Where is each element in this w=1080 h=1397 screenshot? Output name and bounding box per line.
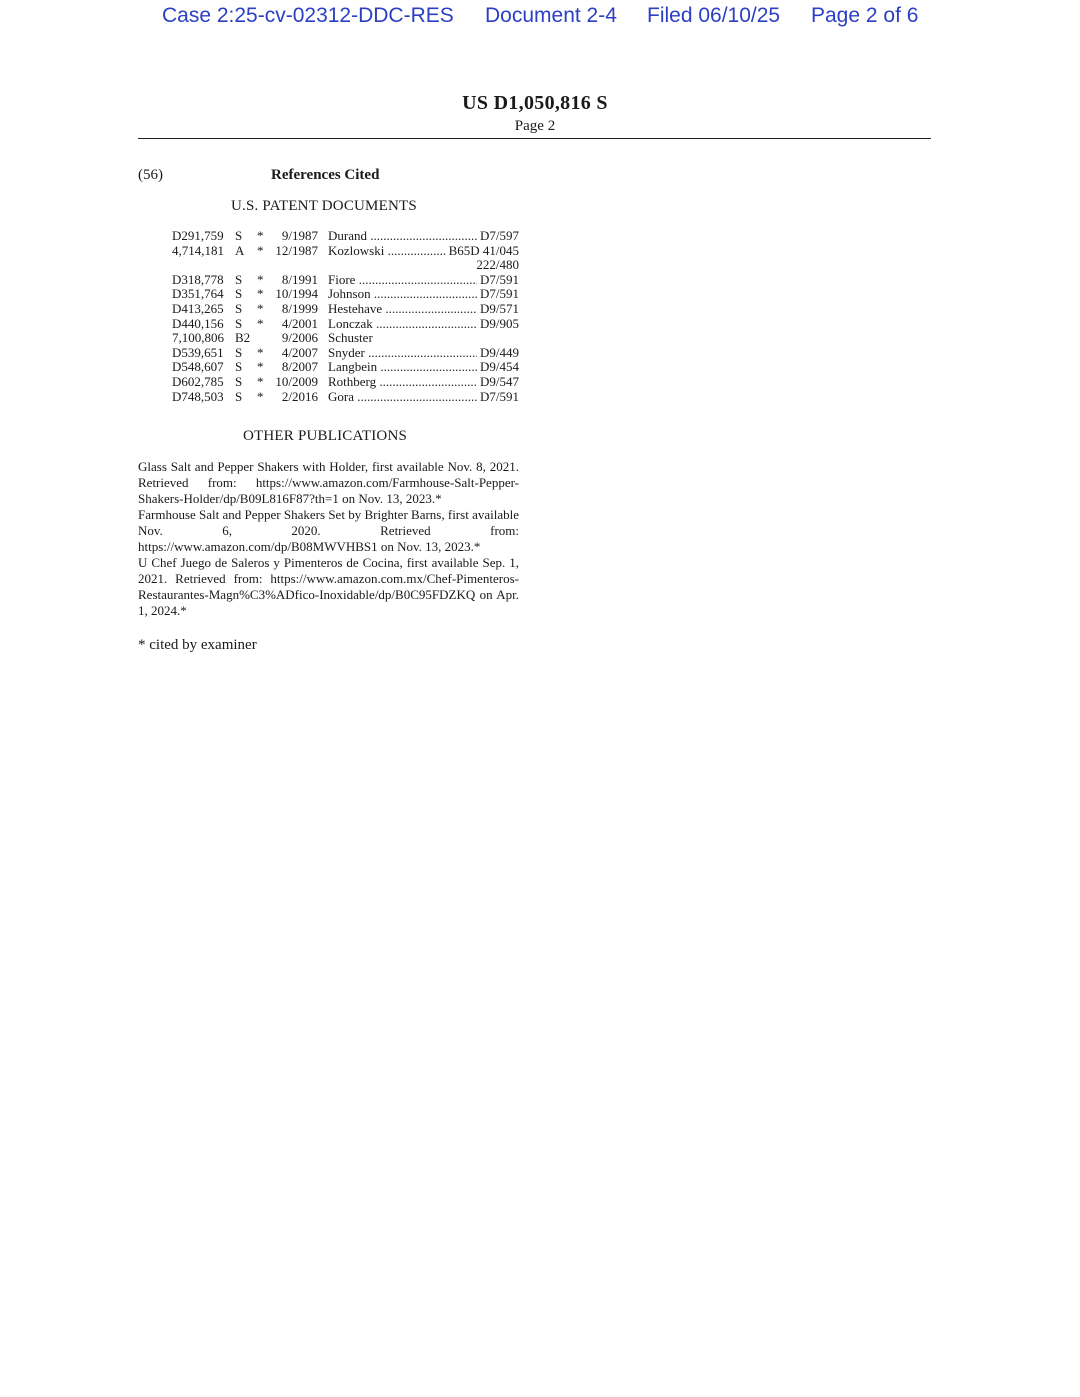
classification-cell: D9/547 <box>477 375 519 390</box>
document-number: Document 2-4 <box>485 4 617 27</box>
patent-reference-row <box>138 302 519 317</box>
patent-number-cell: D413,265 <box>172 300 224 316</box>
patent-reference-row <box>138 331 519 346</box>
inventor-name-cell: Langbein ..... <box>328 360 519 375</box>
patent-number-cell: D291,759 <box>172 228 224 243</box>
patent-reference-row <box>138 346 519 361</box>
patent-kind-cell: S <box>235 344 243 360</box>
patent-number-cell: D440,156 <box>172 315 224 331</box>
patent-date-cell: 12/1987 <box>275 242 318 258</box>
examiner-cited-mark: * <box>257 242 264 258</box>
patent-reference-row <box>138 287 519 302</box>
classification-cell: D9/449 <box>477 346 519 361</box>
patent-date-cell: 8/2007 <box>281 359 318 375</box>
examiner-cited-mark: * <box>257 315 264 331</box>
patent-reference-row <box>138 229 519 244</box>
patent-kind-cell: B2 <box>235 330 251 346</box>
filed-date: Filed 06/10/25 <box>647 4 781 27</box>
patent-date-cell: 2/2016 <box>281 388 318 404</box>
patent-date-cell: 10/2009 <box>275 373 318 389</box>
examiner-cited-mark: * <box>257 271 264 287</box>
case-number: Case 2:25-cv-02312-DDC-RES <box>162 4 454 27</box>
patent-reference-row <box>138 375 519 390</box>
patent-kind-cell: S <box>235 373 243 389</box>
patent-number-cell: D748,503 <box>172 388 224 404</box>
patent-kind-cell: S <box>235 359 243 375</box>
section-number: (56) <box>138 167 163 183</box>
publication-entry: Farmhouse Salt and Pepper Shakers Set by Brighter Barns, first available Nov. 6, 2020. Retrieved from: https://www.amazon.com/dp/B08MWVHBS1 on Nov. 13, 2023.* <box>138 507 519 554</box>
inventor-name-cell: Durand ..... <box>328 229 519 244</box>
classification-cell: D7/591 <box>477 273 519 288</box>
inventor-name-cell: Fiore ..... <box>328 273 519 288</box>
classification-cell: D7/591 <box>477 287 519 302</box>
patent-reference-continuation <box>138 258 519 273</box>
patent-date-cell: 8/1999 <box>281 300 318 316</box>
patent-date-cell: 8/1991 <box>281 271 318 287</box>
patent-kind-cell: S <box>235 271 243 287</box>
patent-kind-cell: S <box>235 300 243 316</box>
patent-reference-row <box>138 390 519 405</box>
patent-number: US D1,050,816 S <box>462 92 608 114</box>
patent-date-cell: 10/1994 <box>275 286 318 302</box>
patent-reference-row <box>138 244 519 259</box>
court-filing-header <box>0 4 1080 30</box>
patent-number-cell: D602,785 <box>172 373 224 389</box>
inventor-name-cell: Lonczak ..... <box>328 317 519 332</box>
patent-number-cell: 4,714,181 <box>172 242 224 258</box>
patent-date-cell: 4/2001 <box>281 315 318 331</box>
patent-kind-cell: S <box>235 286 243 302</box>
classification-cell: B65D 41/045 <box>446 244 519 259</box>
patent-kind-cell: S <box>235 315 243 331</box>
examiner-cited-mark: * <box>257 388 264 404</box>
us-patent-documents-heading: U.S. PATENT DOCUMENTS <box>231 198 417 214</box>
examiner-cited-mark: * <box>257 300 264 316</box>
patent-number-cell: D539,651 <box>172 344 224 360</box>
classification-cell: D9/454 <box>477 360 519 375</box>
patent-number-cell: D318,778 <box>172 271 224 287</box>
publication-entry: U Chef Juego de Saleros y Pimenteros de Cocina, first available Sep. 1, 2021. Retrieved from: https://www.amazon.com.mx/Chef-Pimenteros-Restaurantes-Magn%C3%ADfico-Inoxidable/dp/B0C95FDZKQ on Apr. 1, 2024.* <box>138 555 519 618</box>
patent-date-cell: 4/2007 <box>281 344 318 360</box>
patent-kind-cell: S <box>235 228 243 243</box>
examiner-cited-mark: * <box>257 344 264 360</box>
inventor-name-cell: Snyder ..... <box>328 346 519 361</box>
inventor-name-cell: Kozlowski ..... <box>328 244 519 259</box>
patent-page-label: Page 2 <box>514 118 556 134</box>
cited-by-examiner-note: * cited by examiner <box>138 637 257 653</box>
other-publications-list <box>138 459 519 619</box>
other-publications-heading: OTHER PUBLICATIONS <box>243 428 408 444</box>
classification-cell: D9/905 <box>477 317 519 332</box>
page-count: Page 2 of 6 <box>811 4 919 27</box>
inventor-name-cell: Schuster <box>328 331 373 346</box>
examiner-cited-mark: * <box>257 228 264 243</box>
header-divider <box>138 138 931 139</box>
patent-reference-row <box>138 360 519 375</box>
section-title: References Cited <box>271 167 380 183</box>
patent-date-cell: 9/1987 <box>281 228 318 243</box>
secondary-classification-cell: 222/480 <box>476 257 519 273</box>
examiner-cited-mark: * <box>257 286 264 302</box>
patent-number-cell: D351,764 <box>172 286 224 302</box>
inventor-name-cell: Gora ..... <box>328 390 519 405</box>
examiner-cited-mark: * <box>257 373 264 389</box>
classification-cell: D7/591 <box>477 390 519 405</box>
patent-kind-cell: A <box>235 242 245 258</box>
patent-reference-row <box>138 317 519 332</box>
inventor-name-cell: Rothberg ..... <box>328 375 519 390</box>
classification-cell: D9/571 <box>477 302 519 317</box>
patent-reference-row <box>138 273 519 288</box>
inventor-name-cell: Hestehave ..... <box>328 302 519 317</box>
patent-number-cell: D548,607 <box>172 359 224 375</box>
patent-kind-cell: S <box>235 388 243 404</box>
publication-entry: Glass Salt and Pepper Shakers with Holder, first available Nov. 8, 2021. Retrieved from: https://www.amazon.com/Farmhouse-Salt-Pepper-Shakers-Holder/dp/B09L816F87?th=1 on Nov. 13, 2023.* <box>138 459 519 506</box>
examiner-cited-mark: * <box>257 359 264 375</box>
inventor-name-cell: Johnson ..... <box>328 287 519 302</box>
patent-number-cell: 7,100,806 <box>172 330 224 346</box>
patent-date-cell: 9/2006 <box>281 330 318 346</box>
classification-cell: D7/597 <box>477 229 519 244</box>
us-patent-list <box>138 229 519 404</box>
